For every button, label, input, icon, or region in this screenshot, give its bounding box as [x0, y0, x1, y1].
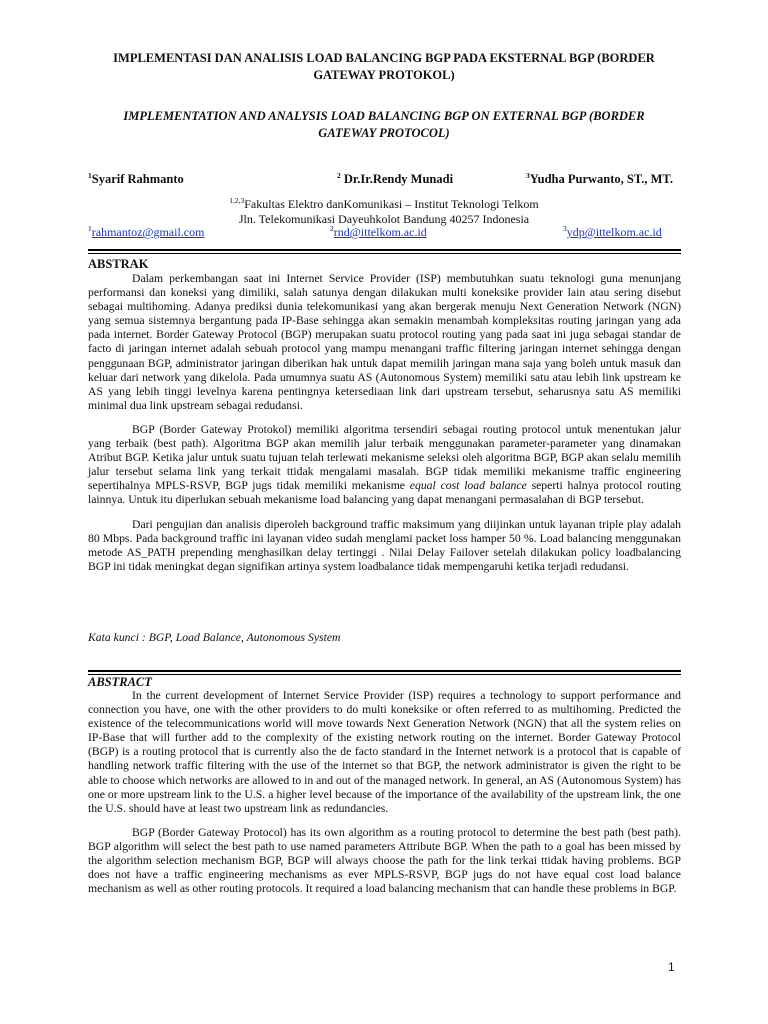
- email-2-sup: 2: [330, 224, 334, 233]
- author-3-name: Yudha Purwanto, ST., MT.: [529, 172, 673, 186]
- author-1-sup: 1: [88, 171, 92, 180]
- email-3: [563, 222, 662, 239]
- abstract-paragraph-2: BGP (Border Gateway Protocol) has its own algorithm as a routing protocol to determine the best path (best path). BGP algorithm will select the best path to use named parameters Attribute BGP. When the path to a goal has been missed by the algorithm selection mechanism BGP, BGP will always choose the path for the link terkai ttidak having problems. BGP does not have a traffic engineering mechanisms as ever MPLS-RSVP, BGP jugs do not have equal cost load balance mechanism as well as other routing protocols. It required a load balancing mechanism that can handle these problems in BGP.: [88, 825, 681, 896]
- affiliation-line-1: Fakultas Elektro danKomunikasi – Institut Teknologi Telkom: [244, 197, 539, 211]
- email-1: [88, 222, 204, 239]
- email-1-sup: 1: [88, 224, 92, 233]
- abstrak-p2-text: BGP (Border Gateway Protokol) memiliki algoritma tersendiri sebagai routing protocol untuk menentukan jalur yang terbaik (best path). Algoritma BGP akan memilih jalur terbaik menggunakan parameter-parameter yang dinamakan Atribut BGP. Ketika jalur untuk suatu tujuan telah terlewati mekanisme seleksi oleh algoritma BGP, BGP akan selalu memilih jalur tersebut selama link yang terkait ttidak mengalami masalah. BGP tidak memiliki mekanisme traffic engineering sepertihalnya MPLS-RSVP, BGP jugs tidak memiliki mekanisme: [88, 422, 681, 493]
- affiliation-line-2: Jln. Telekomunikasi Dayeuhkolot Bandung 40257 Indonesia: [238, 211, 530, 226]
- email-link-1[interactable]: rahmantoz@gmail.com: [91, 225, 205, 239]
- abstrak-paragraph-3: Dari pengujian dan analisis diperoleh background traffic maksimum yang diijinkan untuk layanan triple play adalah 80 Mbps. Pada background traffic ini layanan video sudah menglami packet loss hamper 50 %. Load balancing menggunakan metode AS_PATH prepending menghasilkan delay tertinggi . Nilai Delay Failover setelah dilakukan policy loadbalancing BGP ini tidak meningkat degan signifikan artinya system loadbalance tidak mempengaruhi ketika terjadi redudansi.: [88, 517, 681, 573]
- keywords: Kata kunci : BGP, Load Balance, Autonomous System: [88, 631, 341, 644]
- author-2: [337, 168, 453, 187]
- divider-thin: [88, 253, 681, 254]
- email-link-3[interactable]: ydp@ittelkom.ac.id: [566, 225, 662, 239]
- abstract-heading: ABSTRACT: [88, 675, 152, 689]
- email-2: [330, 222, 427, 239]
- abstract-paragraph-1: In the current development of Internet Service Provider (ISP) requires a technology to support performance and connection you have, one with the other providers to do multi koneksike or often referred to as multihoming. Predicted the existence of the telecommunications world will move towards Next Generation Network (NGN) that all the system relies on IP-Base that will further add to the complexity of the existing network routing on the internet. Border Gateway Protocol (BGP) is a routing protocol that is currently also the de facto standard in the Internet network is a protocol that is capable of handling network traffic filtering with the use of the internet so that BGP, the network administrator is given the right to be able to choose which networks are allowed to in and out of the managed network. In general, an AS (Autonomous System) has one or more upstream link to the U.S. a higher level because of the importance of the availability of the upstream link, the one the U.S. should have at least two upstream link as redundancies.: [88, 689, 681, 815]
- page-number: 1: [668, 960, 675, 974]
- author-3-sup: 3: [526, 171, 530, 180]
- divider-thin-2: [88, 674, 681, 675]
- author-1-name: Syarif Rahmanto: [91, 172, 184, 186]
- author-2-sup: 2: [337, 171, 341, 180]
- abstrak-p2-italic: equal cost load balance: [409, 479, 527, 493]
- abstrak-p2-tail: seperti halnya protocol routing lainnya. Untuk itu diperlukan sebuah mekanisme load balancing yang dapat menangani permasalahan di BGP tersebut.: [88, 479, 681, 507]
- email-link-2[interactable]: rnd@ittelkom.ac.id: [333, 225, 427, 239]
- divider-thick-2: [88, 670, 681, 672]
- title-indonesian: IMPLEMENTASI DAN ANALISIS LOAD BALANCING BGP PADA EKSTERNAL BGP (BORDER GATEWAY PROTOKOL): [113, 51, 655, 82]
- abstrak-heading: ABSTRAK: [88, 257, 149, 271]
- title-english: IMPLEMENTATION AND ANALYSIS LOAD BALANCING BGP ON EXTERNAL BGP (BORDER GATEWAY PROTOCOL): [123, 109, 645, 140]
- email-3-sup: 3: [563, 224, 567, 233]
- author-1: [88, 168, 184, 187]
- affiliation-sup: 1,2,3: [229, 196, 245, 205]
- author-3: [526, 168, 673, 187]
- author-2-name: Dr.Ir.Rendy Munadi: [343, 172, 454, 186]
- abstrak-paragraph-2: [88, 423, 681, 508]
- abstrak-body: [88, 272, 681, 584]
- divider-thick: [88, 249, 681, 251]
- abstract-body: [88, 689, 681, 906]
- abstrak-paragraph-1: Dalam perkembangan saat ini Internet Service Provider (ISP) membutuhkan suatu teknologi guna menunjang performansi dan koneksi yang dimiliki, salah satunya dengan dilakukan multi koneksike provider lain atau sering disebut sebagai multihoming. Adanya prediksi dunia telekomunikasi yang akan bergerak menuju Next Generation Network (NGN) yang semua sistemnya bergantung pada IP-Base sehingga akan semakin menambah kompleksitas routing jaringan yang ada pada internet. Border Gateway Protocol (BGP) merupakan suatu protocol routing yang pada saat ini juga sebagai standar de facto di jaringan internet adalah sebuah protocol yang mampu menangani traffic filtering jaringan internet sehingga dengan penggunaan BGP, administrator jaringan diberikan hak untuk dapat memilih jaringan mana saja yang boleh untuk masuk dan keluar dari network yang dikelola. Pada umumnya suatu AS (Autonomous System) memiliki satu atau lebih link upstream ke AS yang lebih tinggi levelnya karena pentingnya ketersediaan link dari upstream tersebut, seharusnya satu AS memiliki minimal dua link upstream sebagai redudansi.: [88, 272, 681, 412]
